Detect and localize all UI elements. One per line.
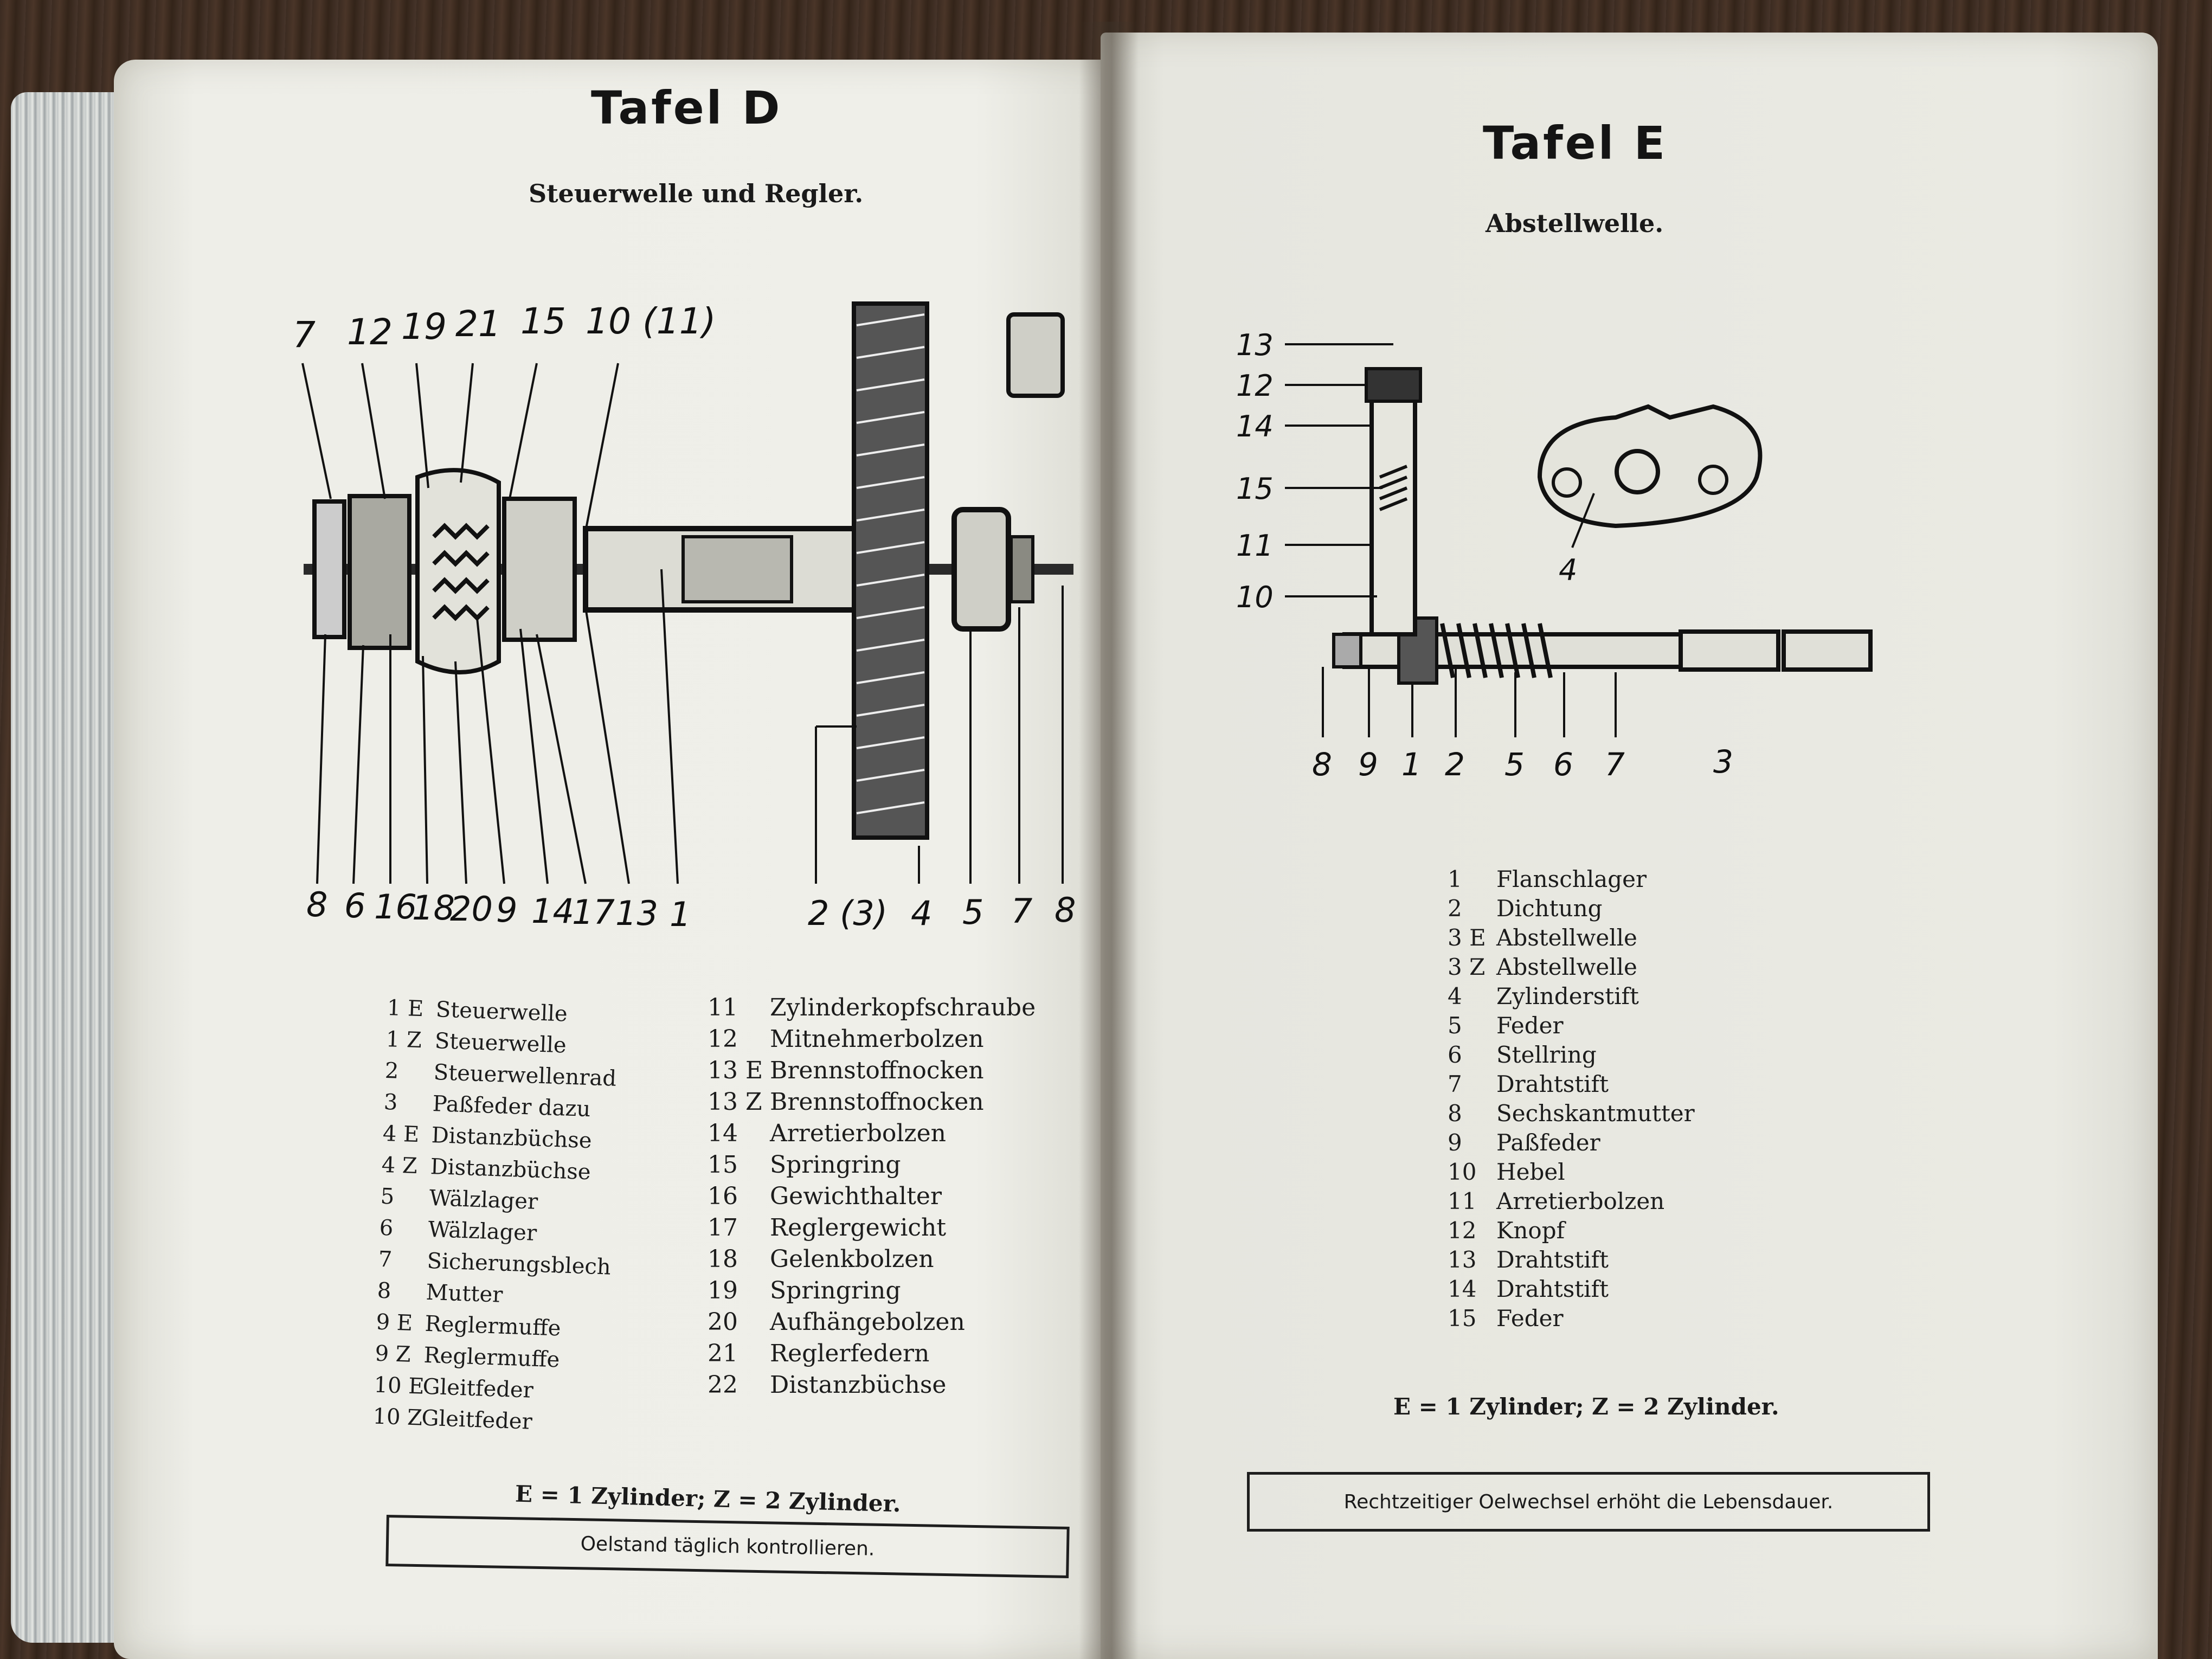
list-item: 12 Mitnehmerbolzen: [708, 1025, 984, 1053]
list-item: 19 Springring: [708, 1277, 901, 1304]
list-item: 6 Wälzlager: [379, 1215, 537, 1246]
callout-bottom-7: 14: [531, 891, 574, 931]
list-item: 14 Arretierbolzen: [708, 1120, 946, 1147]
list-item: 16 Gewichthalter: [708, 1182, 942, 1210]
list-item: 15 Feder: [1448, 1305, 1564, 1332]
list-item: 4 E Distanzbüchse: [382, 1121, 593, 1154]
right-page-notice-box: [1247, 1472, 1930, 1532]
callout-bottom-6: 9: [496, 890, 518, 930]
callout-bottom-e7: 7: [1605, 746, 1625, 783]
callout-bottom-e1: 8: [1312, 746, 1332, 783]
callout-bottom-1: 8: [306, 885, 328, 924]
callout-bottom-5: 20: [450, 889, 493, 929]
tafel-d-parts-list-1: [372, 992, 620, 1440]
callout-bottom-8: 17: [572, 892, 615, 932]
left-page-title: Tafel D: [591, 81, 782, 134]
list-item: 10 Z Gleitfeder: [372, 1404, 533, 1435]
callout-bottom-e2: 9: [1358, 746, 1378, 783]
list-item: 11 Arretierbolzen: [1448, 1188, 1665, 1214]
callout-top-1: 7: [293, 314, 316, 356]
list-item: 3 Paßfeder dazu: [383, 1089, 591, 1122]
callout-bottom-e8: 3: [1713, 743, 1733, 780]
list-item: 8 Mutter: [376, 1278, 504, 1308]
right-page-title: Tafel E: [1483, 117, 1668, 170]
callout-top-2: 12: [347, 311, 393, 353]
list-item: 7 Drahtstift: [1448, 1071, 1609, 1097]
callout-left-5: 11: [1236, 529, 1274, 563]
list-item: 8 Sechskantmutter: [1448, 1100, 1695, 1127]
list-item: 4 Zylinderstift: [1448, 983, 1639, 1009]
callout-bottom-15: 8: [1054, 890, 1076, 930]
callout-bottom-2: 6: [344, 886, 366, 925]
callout-bottom-9: 13: [615, 893, 658, 933]
list-item: 5 Wälzlager: [380, 1184, 538, 1214]
list-item: 1 E Steuerwelle: [387, 995, 568, 1027]
callout-bottom-13: 5: [962, 892, 984, 932]
left-page-footnote: E = 1 Zylinder; Z = 2 Zylinder.: [515, 1480, 902, 1517]
list-item: 15 Springring: [708, 1151, 901, 1179]
list-item: 2 Dichtung: [1448, 895, 1603, 922]
callout-top-6: 10 (11): [586, 300, 716, 342]
callout-top-5: 15: [520, 300, 566, 342]
list-item: 22 Distanzbüchse: [708, 1371, 947, 1399]
inset-callout: 4: [1559, 553, 1578, 587]
list-item: 9 Z Reglermuffe: [374, 1341, 561, 1373]
list-item: 13 E Brennstoffnocken: [708, 1057, 984, 1084]
callout-bottom-e3: 1: [1401, 746, 1422, 783]
list-item: 11 Zylinderkopfschraube: [708, 994, 1036, 1021]
right-page-notice-text: Rechtzeitiger Oelwechsel erhöht die Lebensdauer.: [1343, 1490, 1834, 1513]
list-item: 1 Flanschlager: [1448, 866, 1647, 892]
tafel-e-parts-list: [1448, 865, 1695, 1333]
list-item: 3 E Abstellwelle: [1448, 924, 1637, 951]
control-shaft-diagram: [282, 282, 1117, 949]
list-item: 21 Reglerfedern: [708, 1340, 930, 1367]
right-page-subtitle: Abstellwelle.: [1486, 209, 1664, 238]
list-item: 1 Z Steuerwelle: [385, 1026, 567, 1058]
list-item: 13 Z Brennstoffnocken: [708, 1088, 984, 1116]
list-item: 5 Feder: [1448, 1012, 1564, 1039]
callout-left-4: 15: [1236, 472, 1274, 506]
list-item: 10 Hebel: [1448, 1159, 1565, 1185]
list-item: 7 Sicherungsblech: [377, 1246, 612, 1280]
list-item: 9 E Reglermuffe: [375, 1309, 562, 1341]
callout-left-6: 10: [1236, 580, 1274, 614]
list-item: 10 E Gleitfeder: [373, 1372, 534, 1403]
callout-left-3: 14: [1236, 409, 1274, 443]
list-item: 18 Gelenkbolzen: [708, 1245, 934, 1273]
callout-bottom-12: 4: [911, 893, 933, 933]
left-page-subtitle: Steuerwelle und Regler.: [529, 179, 864, 208]
callout-bottom-11: 2 (3): [808, 893, 888, 933]
list-item: 12 Knopf: [1448, 1217, 1565, 1244]
callout-top-3: 19: [401, 306, 447, 348]
list-item: 2 Steuerwellenrad: [384, 1058, 617, 1091]
callout-bottom-14: 7: [1011, 891, 1033, 931]
callout-bottom-3: 16: [374, 887, 417, 927]
list-item: 17 Reglergewicht: [708, 1214, 947, 1242]
callout-top-4: 21: [455, 303, 501, 345]
right-page-footnote: E = 1 Zylinder; Z = 2 Zylinder.: [1393, 1393, 1779, 1420]
tafel-d-parts-list-2: [708, 992, 1036, 1401]
list-item: 3 Z Abstellwelle: [1448, 954, 1637, 980]
list-item: 14 Drahtstift: [1448, 1276, 1609, 1302]
callout-left-2: 12: [1236, 369, 1274, 403]
list-item: 6 Stellring: [1448, 1041, 1597, 1068]
list-item: 20 Aufhängebolzen: [708, 1308, 965, 1336]
callout-left-1: 13: [1236, 328, 1274, 362]
callout-bottom-4: 18: [412, 888, 455, 928]
callout-bottom-10: 1: [670, 895, 691, 934]
list-item: 9 Paßfeder: [1448, 1129, 1600, 1156]
callout-bottom-e4: 2: [1445, 746, 1465, 783]
left-page-notice-text: Oelstand täglich kontrollieren.: [580, 1533, 875, 1560]
callout-bottom-e5: 5: [1504, 746, 1525, 783]
list-item: 13 Drahtstift: [1448, 1246, 1609, 1273]
callout-bottom-e6: 6: [1553, 746, 1573, 783]
list-item: 4 Z Distanzbüchse: [381, 1152, 591, 1185]
stop-shaft-diagram: [1236, 314, 1919, 802]
